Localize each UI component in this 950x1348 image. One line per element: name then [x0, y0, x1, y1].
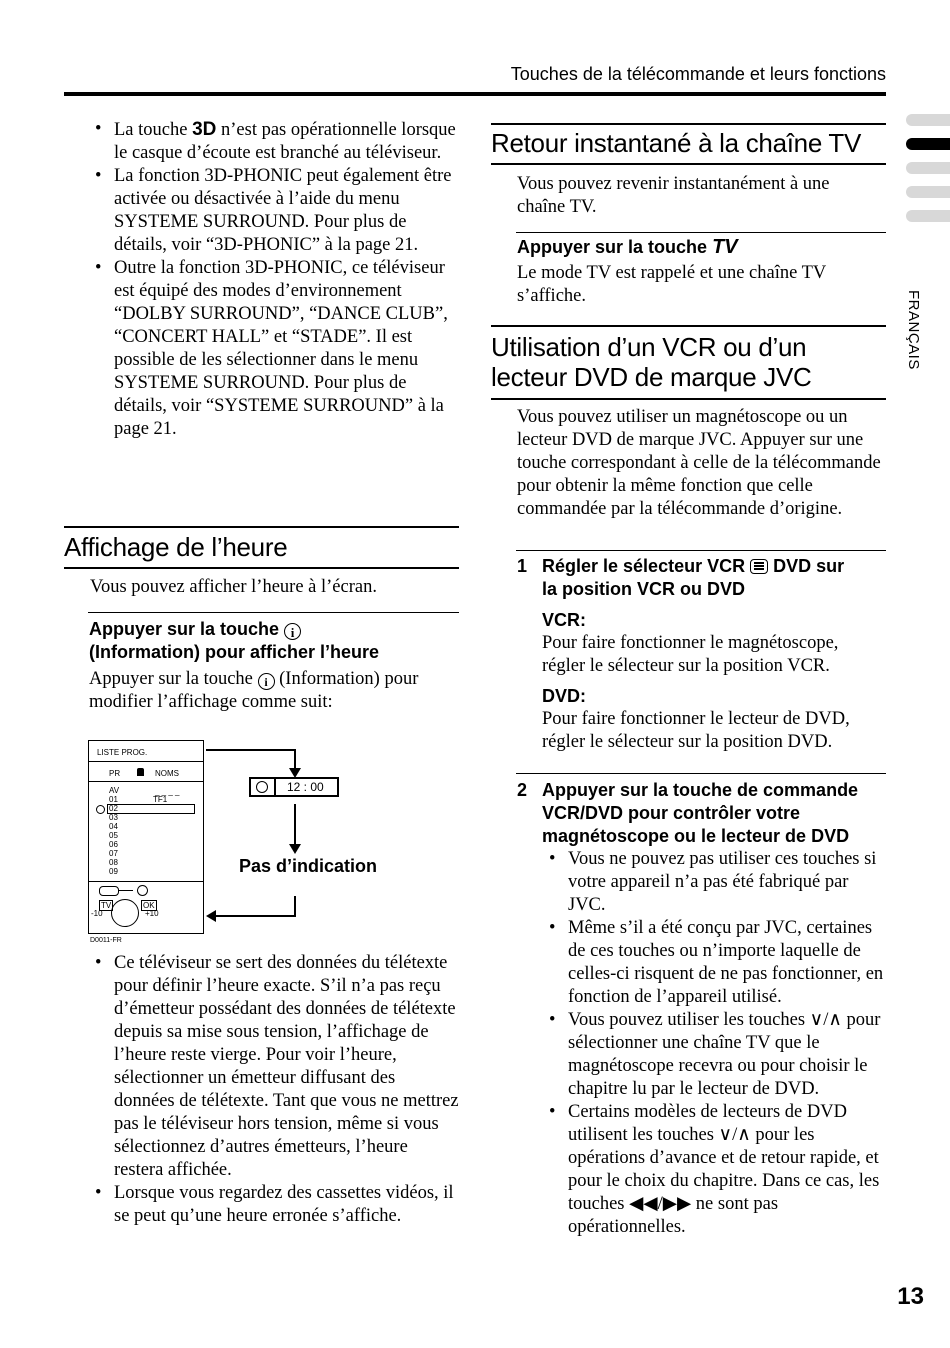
- clock-instruction: Appuyer sur la touche i (Information) pour afficher l’heure: [89, 619, 380, 662]
- step-rule: [516, 773, 886, 774]
- no-display-label: Pas d’indication: [239, 856, 378, 876]
- channel-number: 03: [109, 813, 118, 822]
- note-item: • Certains modèles de lecteurs de DVD utilisent les touches ∨/∧ pour les opérations d’avance et de retour rapide, et pour le choix du chapitre. Dans ce cas, les touches ◀◀/▶▶ ne sont pas opérationnelles.: [544, 1101, 885, 1239]
- running-header: Touches de la télécommande et leurs fonctions: [510, 64, 886, 84]
- clock-notes: [90, 952, 460, 1228]
- column-pr: PR: [109, 769, 121, 778]
- info-icon: i: [258, 673, 275, 690]
- tv-return-heading: Retour instantané à la chaîne TV: [491, 128, 862, 158]
- plus-ten-label: +10: [145, 909, 159, 918]
- channel-number: 02: [109, 804, 118, 813]
- vcr-heading: Utilisation d’un VCR ou d’un lecteur DVD de marque JVC: [491, 332, 812, 392]
- channel-name: TF1: [153, 795, 168, 804]
- section-rule: [491, 325, 886, 327]
- section-rule: [64, 567, 459, 569]
- note-item: • Vous pouvez utiliser les touches ∨/∧ pour sélectionner une chaîne TV que le magnétoscope recevra ou pour choisir le chapitre lu par le lecteur de DVD.: [544, 1009, 885, 1101]
- section-rule: [64, 526, 459, 528]
- instruction-rule: [88, 612, 459, 613]
- section-tab: [906, 162, 950, 174]
- header-rule: [64, 92, 886, 96]
- clock-intro: Vous pouvez afficher l’heure à l’écran.: [90, 577, 377, 597]
- note-item: • Outre la fonction 3D-PHONIC, ce téléviseur est équipé des modes d’environnement “DOLBY SURROUND”, “DANCE CLUB”, “CONCERT HALL” et “STADE”. Il est possible de les sélectionner dans le menu SYSTEME SURROUND. Pour plus de détails, voir “SYSTEME SURROUND” à la page 21.: [90, 257, 460, 441]
- minus-ten-label: -10: [91, 909, 103, 918]
- note-item: • Lorsque vous regardez des cassettes vidéos, il se peut qu’une heure erronée s’affiche.: [90, 1182, 460, 1228]
- dash-placeholder: _ _ _ _: [155, 787, 180, 796]
- section-tabs: [906, 114, 950, 234]
- channel-number: 01: [109, 795, 118, 804]
- clock-display-diagram: [88, 738, 448, 948]
- vcr-label: VCR:: [542, 610, 586, 630]
- language-label: FRANÇAIS: [905, 290, 922, 370]
- section-tab: [906, 210, 950, 222]
- section-rule: [491, 163, 886, 165]
- intro-notes: [90, 118, 460, 441]
- tv-return-instruction: Appuyer sur la touche TV: [517, 236, 738, 258]
- vcr-text: Pour faire fonctionner le magnétoscope, régler le sélecteur sur la position VCR.: [542, 633, 839, 676]
- clock-icon: [256, 781, 268, 793]
- diagram-arrows: [88, 738, 448, 948]
- diagram-code: D0011-FR: [90, 937, 122, 944]
- note-item: • La fonction 3D-PHONIC peut également être activée ou désactivée à l’aide du menu SYSTEME SURROUND. Pour plus de détails, voir “3D-PHONIC” à la page 21.: [90, 165, 460, 257]
- dvd-label: DVD:: [542, 686, 586, 706]
- channel-number: 06: [109, 840, 118, 849]
- tv-return-body: Le mode TV est rappelé et une chaîne TV s’affiche.: [517, 263, 826, 306]
- column-noms: NOMS: [155, 769, 179, 778]
- list-title: LISTE PROG.: [97, 748, 148, 757]
- section-rule: [491, 123, 886, 125]
- step-title: Appuyer sur la touche de commande VCR/DVD pour contrôler votre magnétoscope ou le lecteur de DVD: [542, 780, 859, 846]
- step-number: 2: [517, 780, 528, 800]
- section-tab: [906, 114, 950, 126]
- clock-heading: Affichage de l’heure: [64, 532, 288, 562]
- note-item: • Même s’il a été conçu par JVC, certaines de ces touches ou n’importe laquelle de celles-ci risquent de ne pas fonctionner, en fonction de l’appareil utilisé.: [544, 917, 885, 1009]
- note-item: • La touche 3D n’est pas opérationnelle lorsque le casque d’écoute est branché au téléviseur.: [90, 118, 460, 165]
- dvd-text: Pour faire fonctionner le lecteur de DVD, régler le sélecteur sur la position DVD.: [542, 709, 850, 752]
- section-tab-active: [906, 138, 950, 150]
- note-item: • Vous ne pouvez pas utiliser ces touches si votre appareil n’a pas été fabriqué par JVC.: [544, 848, 885, 917]
- vcr-intro: Vous pouvez utiliser un magnétoscope ou un lecteur DVD de marque JVC. Appuyer sur une touche correspondant à celle de la télécommande pour obtenir la même fonction que celle commandée par la télécommande d’origine.: [517, 407, 881, 519]
- section-rule: [491, 398, 886, 400]
- section-tab: [906, 186, 950, 198]
- step-notes: [544, 848, 885, 1239]
- step-1: [517, 555, 885, 754]
- tv-return-intro: Vous pouvez revenir instantanément à une chaîne TV.: [517, 174, 830, 217]
- page-number: 13: [897, 1283, 924, 1310]
- 3d-key-label: 3D: [192, 119, 217, 140]
- tv-button-icon: TV: [101, 901, 112, 910]
- clock-display: [249, 777, 339, 797]
- selector-switch-icon: [750, 559, 768, 574]
- channel-number: 07: [109, 849, 118, 858]
- step-2: [517, 779, 885, 1239]
- channel-number: 08: [109, 858, 118, 867]
- instruction-rule: [516, 232, 886, 233]
- tv-key-label: TV: [712, 236, 738, 258]
- step-title: Régler le sélecteur VCR DVD sur la position VCR ou DVD: [542, 556, 845, 599]
- step-rule: [516, 550, 886, 551]
- channel-number: 04: [109, 822, 118, 831]
- clock-body: Appuyer sur la touche i (Information) pour modifier l’affichage comme suit:: [89, 669, 419, 712]
- ok-button-icon: OK: [143, 901, 155, 910]
- channel-number: 09: [109, 867, 118, 876]
- step-number: 1: [517, 556, 528, 576]
- channel-number: AV: [109, 786, 120, 795]
- note-item: • Ce téléviseur se sert des données du télétexte pour définir l’heure exacte. S’il n’a pas reçu d’émetteur possédant des données de télétexte depuis sa mise sous tension, l’affichage de l’heure reste vierge. Pour voir l’heure, sélectionner un émetteur diffusant des données de télétexte. Tant que vous ne mettrez pas le téléviseur hors tension, même si vous sélectionnez d’autres émetteurs, l’heure restera affichée.: [90, 952, 460, 1182]
- channel-number: 05: [109, 831, 118, 840]
- info-icon: i: [284, 623, 301, 640]
- clock-time: 12 : 00: [287, 780, 324, 794]
